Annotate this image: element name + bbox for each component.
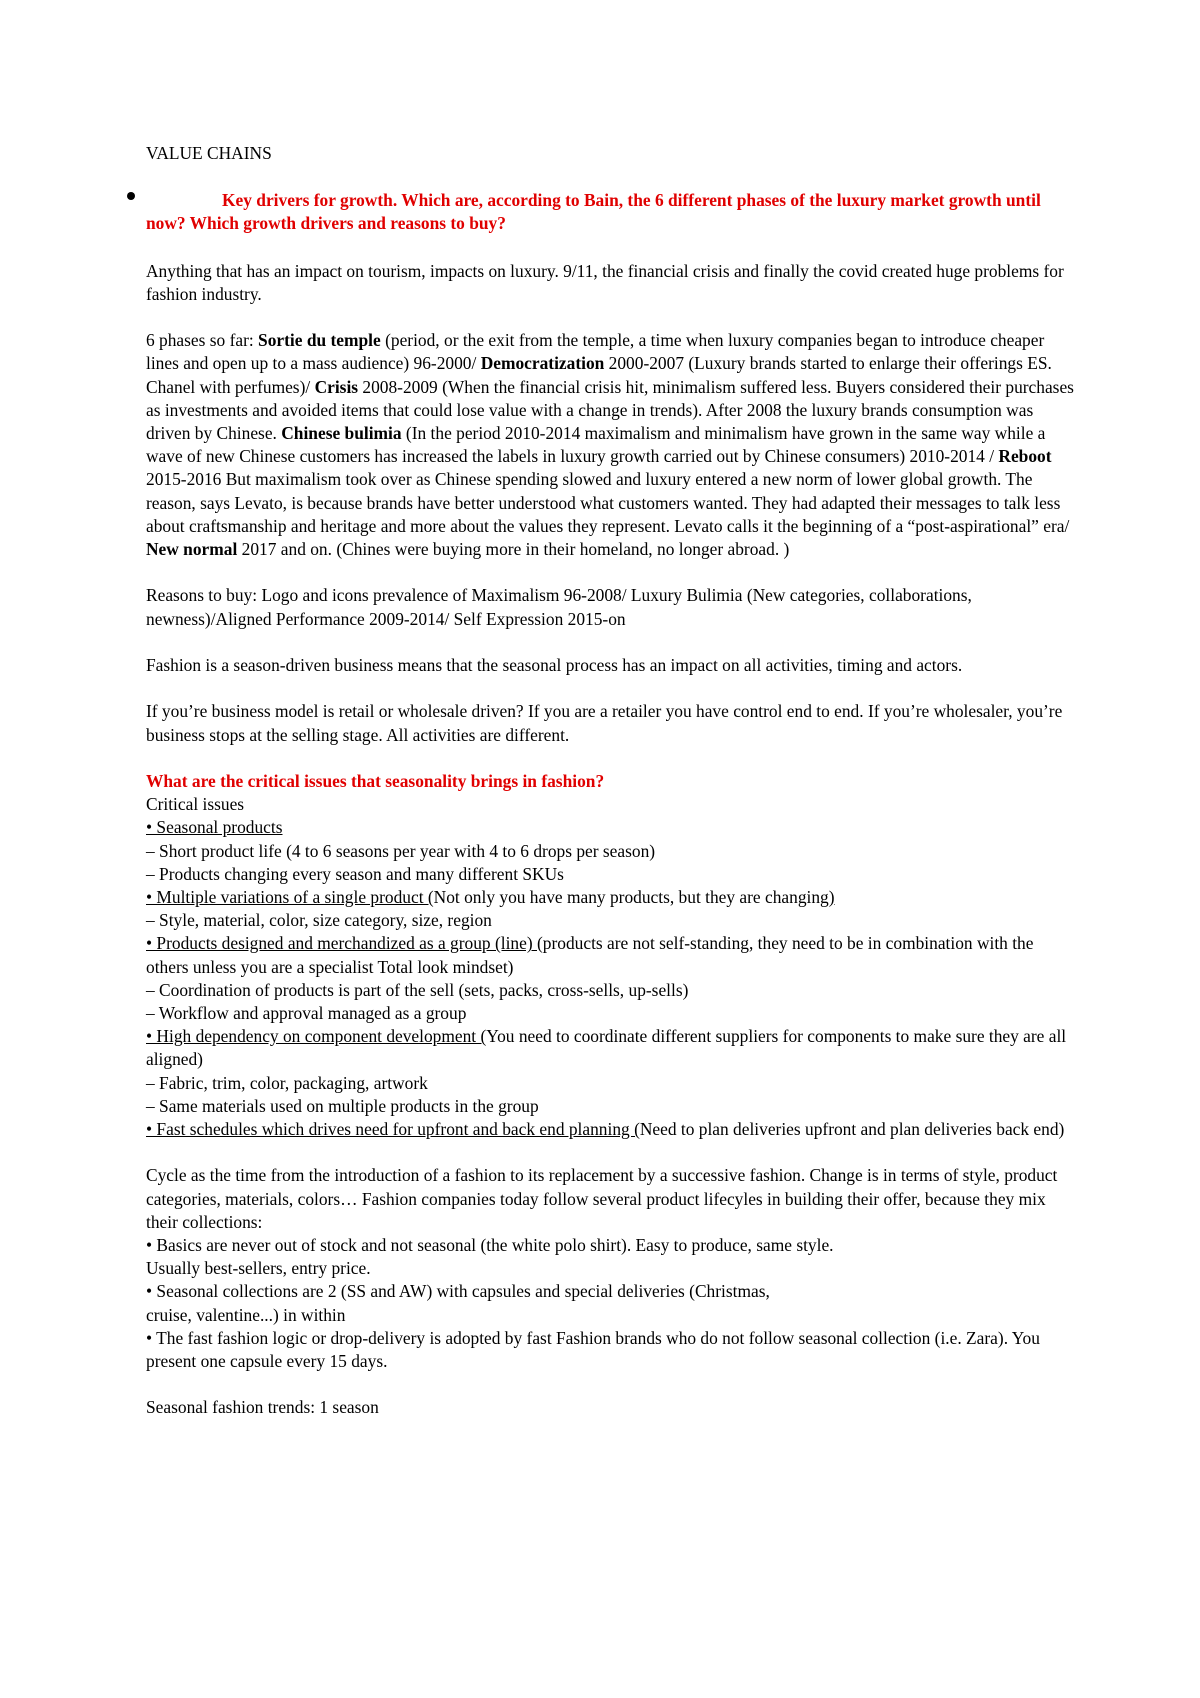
list-item: cruise, valentine...) in within: [146, 1304, 346, 1325]
paragraph-seasonal-trends: Seasonal fashion trends: 1 season: [146, 1397, 379, 1418]
list-item: – Workflow and approval managed as a group: [146, 1003, 467, 1024]
list-item-underlined: • Products designed and merchandized as a group (line): [146, 933, 537, 954]
list-item: [146, 932, 1076, 978]
critical-issues-heading: Critical issues: [146, 794, 245, 815]
list-item: [146, 886, 1076, 909]
phases-text-5: (In the period 2010-2014 maximalism and minimalism have grown in the same way while a wave of new Chinese customers has increased the labels in luxury growth carried out by Chinese consumers) 2010-2014 /: [146, 423, 1046, 467]
phase-reboot: Reboot: [998, 446, 1052, 467]
list-item: [146, 1025, 1076, 1071]
bullet-icon: [127, 192, 135, 200]
phases-text-3: 2000-2007 (Luxury brands started to enlarge their offerings ES. Chanel with perfumes)/: [146, 353, 1052, 397]
list-item-underlined: • Seasonal products: [146, 817, 283, 838]
phases-text-4: 2008-2009 (When the financial crisis hit, minimalism suffered less. Buyers considered their purchases as investments and avoided items that could lose value with a change in trends). After 2008 the luxury brands consumption was driven by Chinese.: [146, 376, 1074, 444]
phases-text-1: 6 phases so far:: [146, 330, 259, 351]
paragraph-tourism: Anything that has an impact on tourism, impacts on luxury. 9/11, the financial crisis and finally the covid created huge problems for fashion industry.: [146, 260, 1064, 304]
list-item: – Short product life (4 to 6 seasons per year with 4 to 6 drops per season): [146, 840, 656, 861]
list-item: • The fast fashion logic or drop-delivery is adopted by fast Fashion brands who do not follow seasonal collection (i.e. Zara). You present one capsule every 15 days.: [146, 1327, 1040, 1372]
paragraph-retail-wholesale: If you’re business model is retail or wholesale driven? If you are a retailer you have control end to end. If you’re wholesaler, you’re business stops at the selling stage. All activities are different.: [146, 701, 1063, 745]
list-item-underlined: • Multiple variations of a single product (: [146, 887, 434, 908]
list-item-underlined: • High dependency on component development (: [146, 1026, 487, 1047]
question-2: What are the critical issues that seasonality brings in fashion?: [146, 771, 605, 791]
list-item-text: (products are not self-standing, they need to be in combination with the others unless you are a specialist Total look mindset): [146, 933, 1034, 977]
paragraph-reasons: Reasons to buy: Logo and icons prevalence of Maximalism 96-2008/ Luxury Bulimia (New categories, collaborations, newness)/Aligned Performance 2009-2014/ Self Expression 2015-on: [146, 585, 972, 629]
list-item-text: You need to coordinate different suppliers for components to make sure they are all aligned): [146, 1026, 1067, 1070]
list-item-text: Need to plan deliveries upfront and plan deliveries back end): [639, 1119, 1065, 1140]
phases-text-2: (period, or the exit from the temple, a time when luxury companies began to introduce cheaper lines and open up to a mass audience) 96-2000/: [146, 330, 1045, 374]
question-1: [146, 189, 1076, 235]
critical-issues-section: [146, 770, 1076, 1141]
phases-text-7: 2017 and on. (Chines were buying more in their homeland, no longer abroad. ): [237, 539, 790, 560]
phase-chinese-bulimia: Chinese bulimia: [281, 423, 402, 444]
paragraph-phases: [146, 329, 1076, 561]
paragraph-season-driven: Fashion is a season-driven business means that the seasonal process has an impact on all activities, timing and actors.: [146, 655, 963, 676]
phases-text-6: 2015-2016 But maximalism took over as Chinese spending slowed and luxury entered a new norm of lower global growth. The reason, says Levato, is because brands have better understood what customers wanted. They had adapted their messages to talk less about craftsmanship and heritage and more about the values they represent. Levato calls it the beginning of a “post-aspirational” era/: [146, 469, 1070, 536]
list-item-underlined: • Fast schedules which drives need for upfront and back end planning (: [146, 1119, 640, 1140]
phase-crisis: Crisis: [314, 376, 359, 397]
document-title: VALUE CHAINS: [146, 143, 272, 163]
list-item-text: Not only you have many products, but they are changing: [433, 887, 829, 908]
list-item: – Style, material, color, size category, size, region: [146, 910, 492, 931]
list-item: – Products changing every season and many different SKUs: [146, 863, 564, 884]
cycle-section: [146, 1164, 1076, 1373]
list-item: • Seasonal collections are 2 (SS and AW) with capsules and special deliveries (Christmas,: [146, 1281, 770, 1302]
phase-democratization: Democratization: [480, 353, 605, 374]
phase-sortie: Sortie du temple: [258, 330, 381, 351]
question-1-text: Key drivers for growth. Which are, according to Bain, the 6 different phases of the luxury market growth until now? Which growth drivers and reasons to buy?: [146, 190, 1041, 234]
list-item: [146, 1118, 1076, 1141]
list-item: • Basics are never out of stock and not seasonal (the white polo shirt). Easy to produce, same style.: [146, 1235, 834, 1256]
list-item: – Fabric, trim, color, packaging, artwork: [146, 1072, 428, 1093]
phase-new-normal: New normal: [146, 539, 238, 560]
document-page: [146, 142, 1076, 1443]
list-item-underlined: ): [828, 887, 835, 908]
cycle-paragraph: Cycle as the time from the introduction of a fashion to its replacement by a successive fashion. Change is in terms of style, product categories, materials, colors… Fashion companies today follow several product lifecyles in building their offer, because they mix their collections:: [146, 1165, 1058, 1232]
list-item: – Coordination of products is part of the sell (sets, packs, cross-sells, up-sells): [146, 979, 689, 1000]
list-item: – Same materials used on multiple products in the group: [146, 1095, 539, 1116]
list-item: [146, 816, 1076, 839]
list-item: Usually best-sellers, entry price.: [146, 1258, 371, 1279]
